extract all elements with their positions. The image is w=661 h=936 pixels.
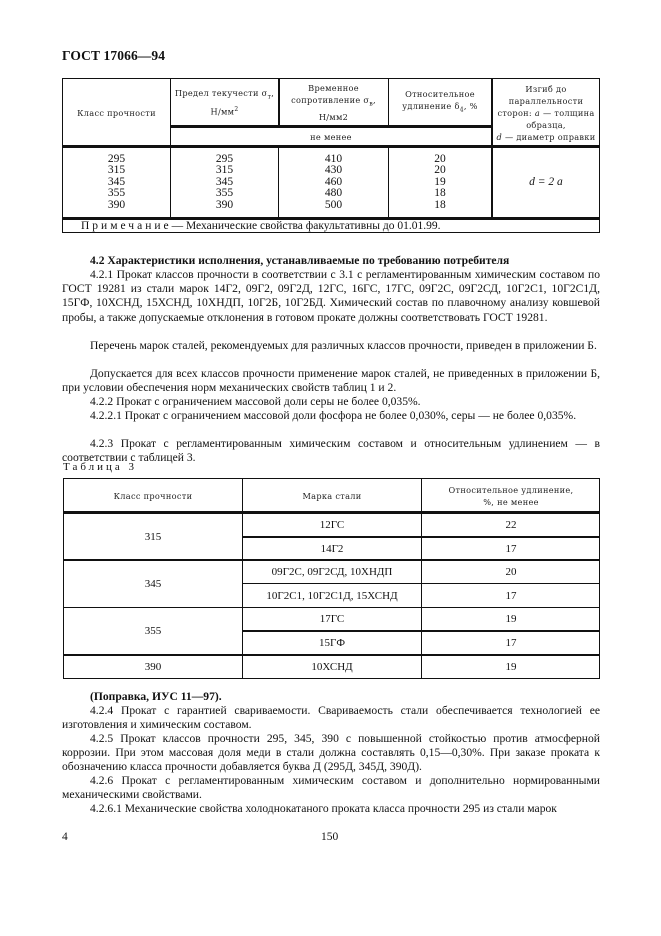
paragraph-allowed: Допускается для всех классов прочности применение марок сталей, не приведенных в приложении Б, при условии обеспечения норм механических свойств таблиц 1 и 2. bbox=[62, 367, 600, 395]
paragraph-4-2-3: 4.2.3 Прокат с регламентированным химическим составом и относительным удлинением — в соответствии с таблицей 3. bbox=[62, 437, 600, 465]
elongation-cell: 17 bbox=[505, 637, 517, 649]
table-caption: Таблица 3 bbox=[63, 461, 138, 473]
paragraph-4-2-6: 4.2.6 Прокат с регламентированным химическим составом и дополнительно нормированными механическими свойствами. bbox=[62, 774, 600, 802]
header-grade: Марка стали bbox=[302, 490, 362, 501]
elongation-cell: 22 bbox=[505, 519, 517, 531]
paragraph-4-2-4: 4.2.4 Прокат с гарантией свариваемости. Свариваемость стали обеспечивается технологией ее изготовления и химическим составом. bbox=[62, 704, 600, 732]
grade-cell: 12ГС bbox=[319, 519, 345, 531]
grade-cell: 10ХСНД bbox=[311, 661, 353, 673]
header-class: Класс прочности bbox=[77, 107, 156, 118]
paragraph-4-2-5: 4.2.5 Прокат классов прочности 295, 345, 390 с повышенной стойкостью против атмосферной коррозии. При этом массовая доля меди в стали должна составлять 0,15—0,30%. При заказе проката к обозначению класса прочности добавляется буква Д (295Д, 345Д, 390Д). bbox=[62, 732, 600, 774]
col-bend: d = 2 a bbox=[529, 175, 563, 188]
paragraph-4-2-2-1: 4.2.2.1 Прокат с ограничением массовой доли фосфора не более 0,030%, серы — не более 0,035%. bbox=[90, 409, 577, 422]
header-bend: Изгиб до параллельности сторон: a — толщина образца, d — диаметр оправки bbox=[496, 83, 596, 142]
paragraph-4-2-2: 4.2.2 Прокат с ограничением массовой доли серы не более 0,035%. bbox=[90, 395, 421, 408]
elongation-cell: 17 bbox=[505, 589, 517, 602]
elongation-table bbox=[63, 478, 600, 679]
header-elongation: Относительное удлинение $\delta_4$, % bbox=[402, 89, 478, 114]
page-number-left: 4 bbox=[62, 831, 68, 843]
header-tensile: Временное сопротивление $\sigma_в$, Н/мм2 bbox=[291, 83, 376, 122]
document-title: ГОСТ 17066—94 bbox=[62, 48, 166, 63]
class-cell: 390 bbox=[144, 661, 162, 673]
class-cell: 315 bbox=[144, 530, 162, 543]
note-text: — Механические свойства факультативны до 01.01.99. bbox=[171, 220, 441, 232]
grade-cell: 17ГС bbox=[319, 613, 345, 625]
class-cell: 355 bbox=[144, 625, 162, 637]
class-cell: 345 bbox=[144, 578, 162, 590]
header-yield: Предел текучести $\sigma_т$, $Н/мм^2$ bbox=[174, 88, 275, 117]
note-label: Примечание bbox=[81, 220, 172, 232]
header-not-less: не менее bbox=[310, 131, 352, 142]
elongation-cell: 17 bbox=[505, 542, 517, 555]
paragraph-list: Перечень марок сталей, рекомендуемых для различных классов прочности, приведен в приложении Б. bbox=[90, 339, 597, 352]
header-elongation: Относительное удлинение, %, не менее bbox=[448, 484, 574, 507]
table-note bbox=[81, 219, 601, 233]
section-heading: 4.2 Характеристики исполнения, устанавливаемые по требованию потребителя bbox=[90, 254, 510, 267]
header-class: Класс прочности bbox=[113, 490, 193, 501]
col-class: 295 315 345 355 390 bbox=[107, 152, 126, 211]
grade-cell: 09Г2С, 09Г2СД, 10ХНДП bbox=[271, 566, 393, 578]
page-number-center: 150 bbox=[321, 831, 339, 843]
grade-cell: 15ГФ bbox=[318, 637, 346, 649]
col-elongation: 20 20 19 18 18 bbox=[434, 152, 446, 211]
col-tensile: 410 430 460 480 500 bbox=[324, 152, 343, 211]
grade-cell: 10Г2С1, 10Г2С1Д, 15ХСНД bbox=[266, 589, 398, 602]
elongation-cell: 19 bbox=[505, 613, 517, 625]
amendment-note: (Поправка, ИУС 11—97). bbox=[90, 690, 222, 703]
paragraph-4-2-6-1: 4.2.6.1 Механические свойства холоднокатаного проката класса прочности 295 из стали марок bbox=[90, 802, 557, 815]
col-yield: 295 315 345 355 390 bbox=[215, 152, 234, 211]
elongation-cell: 20 bbox=[505, 566, 517, 578]
paragraph-4-2-1: 4.2.1 Прокат классов прочности в соответствии с 3.1 с регламентированным химическим составом по ГОСТ 19281 из стали марок 14Г2, 09Г2, 09Г2Д, 12ГС, 16ГС, 17ГС, 09Г2С, 09Г2СД, 10Г2С1, 10Г2С1Д, 15ГФ, 10ХСНД, 15ХСНД, 10ХНДП, 10Г2Б, 10Г2БД. Химический состав по плавочному анализу ковшевой пробы, а также допускаемые отклонения в готовом прокате должны соответствовать ГОСТ 19281. bbox=[62, 268, 600, 324]
elongation-cell: 19 bbox=[505, 661, 517, 673]
mechanical-properties-table bbox=[62, 78, 600, 233]
grade-cell: 14Г2 bbox=[320, 542, 344, 555]
